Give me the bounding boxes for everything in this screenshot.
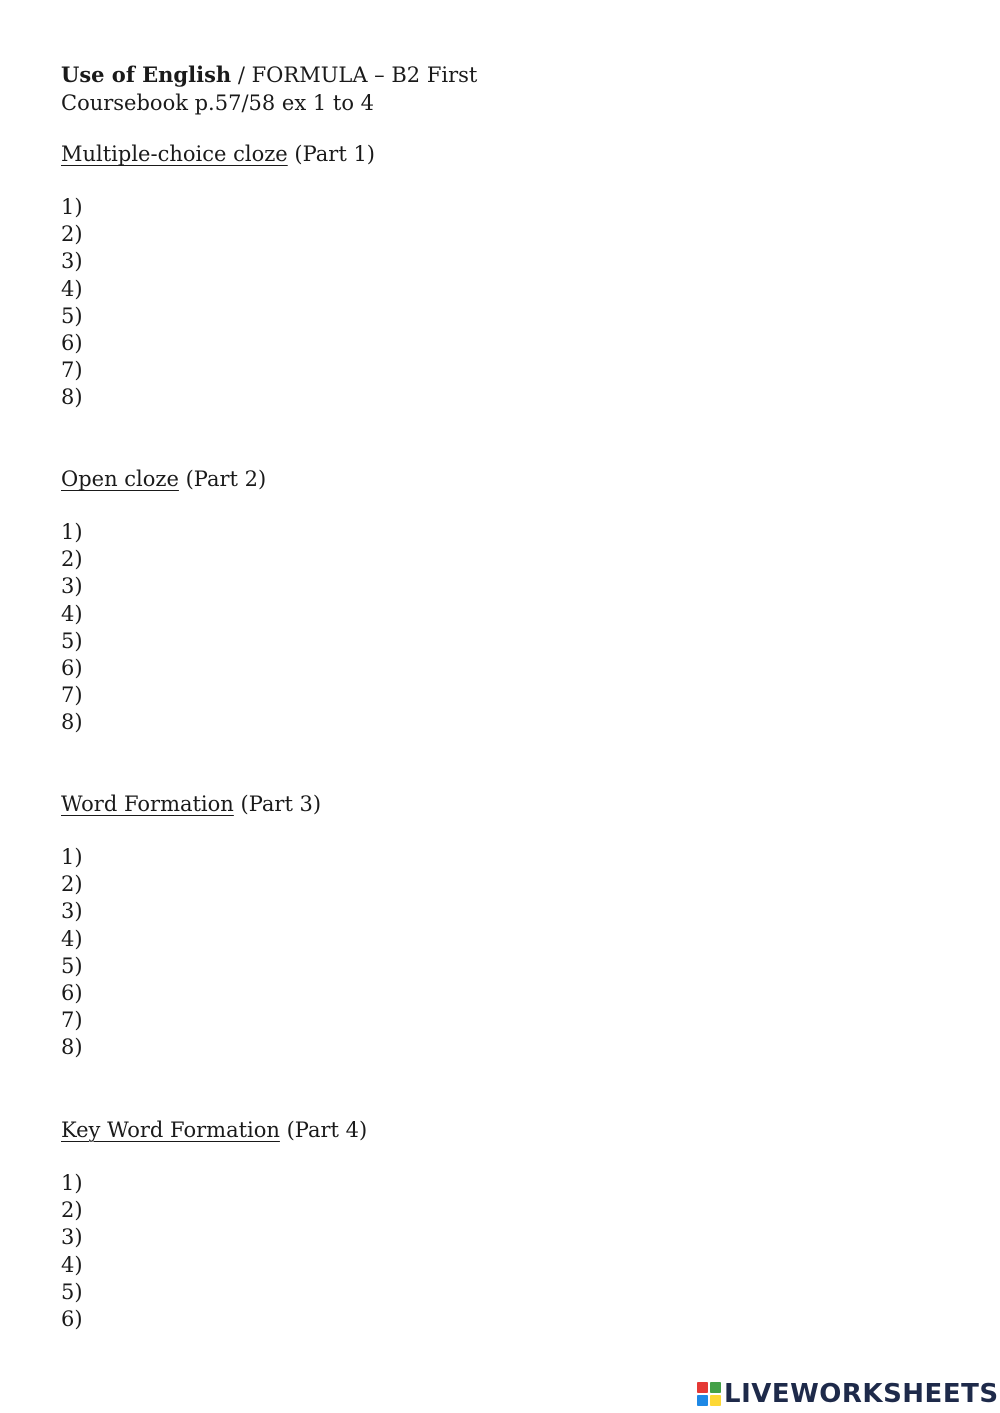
answer-item: 2) [61, 872, 83, 897]
answer-item: 1) [61, 520, 83, 544]
answer-item: 5) [61, 303, 83, 328]
section-title [61, 465, 266, 493]
liveworksheets-logo [697, 1379, 999, 1409]
answer-item: 1) [61, 195, 83, 219]
logo-mark-icon [697, 1382, 721, 1406]
answer-item: 6) [61, 980, 83, 1005]
logo-square-green [710, 1382, 721, 1393]
section-part-label: (Part 4) [279, 1118, 368, 1142]
document-subtitle: Coursebook p.57/58 ex 1 to 4 [61, 91, 375, 115]
answer-item: 6) [61, 330, 83, 355]
logo-square-yellow [710, 1395, 721, 1406]
section-part-label: (Part 2) [178, 467, 267, 491]
section-title [61, 140, 375, 168]
answer-item: 4) [61, 1252, 83, 1277]
answer-item: 3) [61, 899, 83, 924]
answer-item: 1) [61, 845, 83, 869]
answer-item: 8) [61, 385, 83, 410]
section-title-underlined: Multiple-choice cloze [61, 142, 288, 166]
logo-square-blue [697, 1395, 708, 1406]
answer-item: 7) [61, 358, 83, 383]
section-part-3 [61, 790, 321, 1062]
answer-item: 4) [61, 276, 83, 301]
section-title [61, 1116, 367, 1144]
logo-text: LIVEWORKSHEETS [724, 1379, 999, 1409]
answer-item: 8) [61, 1035, 83, 1060]
section-part-1 [61, 140, 375, 412]
answer-item: 5) [61, 1279, 83, 1304]
answer-item: 5) [61, 628, 83, 653]
section-title-underlined: Open cloze [61, 467, 179, 491]
answer-item: 3) [61, 249, 83, 274]
section-title-underlined: Word Formation [61, 792, 234, 816]
section-part-2 [61, 465, 266, 737]
section-part-label: (Part 1) [287, 142, 375, 166]
answer-item: 7) [61, 1008, 83, 1033]
title-rest: / FORMULA – B2 First [231, 63, 478, 87]
section-part-label: (Part 3) [233, 792, 322, 816]
section-title-underlined: Key Word Formation [61, 1118, 280, 1142]
document-title [61, 61, 477, 89]
answer-item: 3) [61, 574, 83, 599]
document-header [61, 61, 477, 117]
answer-item: 3) [61, 1225, 83, 1250]
title-bold: Use of English [61, 62, 232, 87]
answer-item: 6) [61, 655, 83, 680]
answer-item: 2) [61, 222, 83, 247]
section-part-4 [61, 1116, 367, 1333]
answer-item: 4) [61, 926, 83, 951]
answer-item: 4) [61, 601, 83, 626]
answer-item: 7) [61, 683, 83, 708]
answer-item: 5) [61, 953, 83, 978]
section-title [61, 790, 321, 818]
answer-item: 1) [61, 1171, 83, 1195]
answer-item: 2) [61, 547, 83, 572]
answer-item: 6) [61, 1306, 83, 1331]
answer-item: 8) [61, 710, 83, 735]
logo-square-red [697, 1382, 708, 1393]
answer-item: 2) [61, 1198, 83, 1223]
